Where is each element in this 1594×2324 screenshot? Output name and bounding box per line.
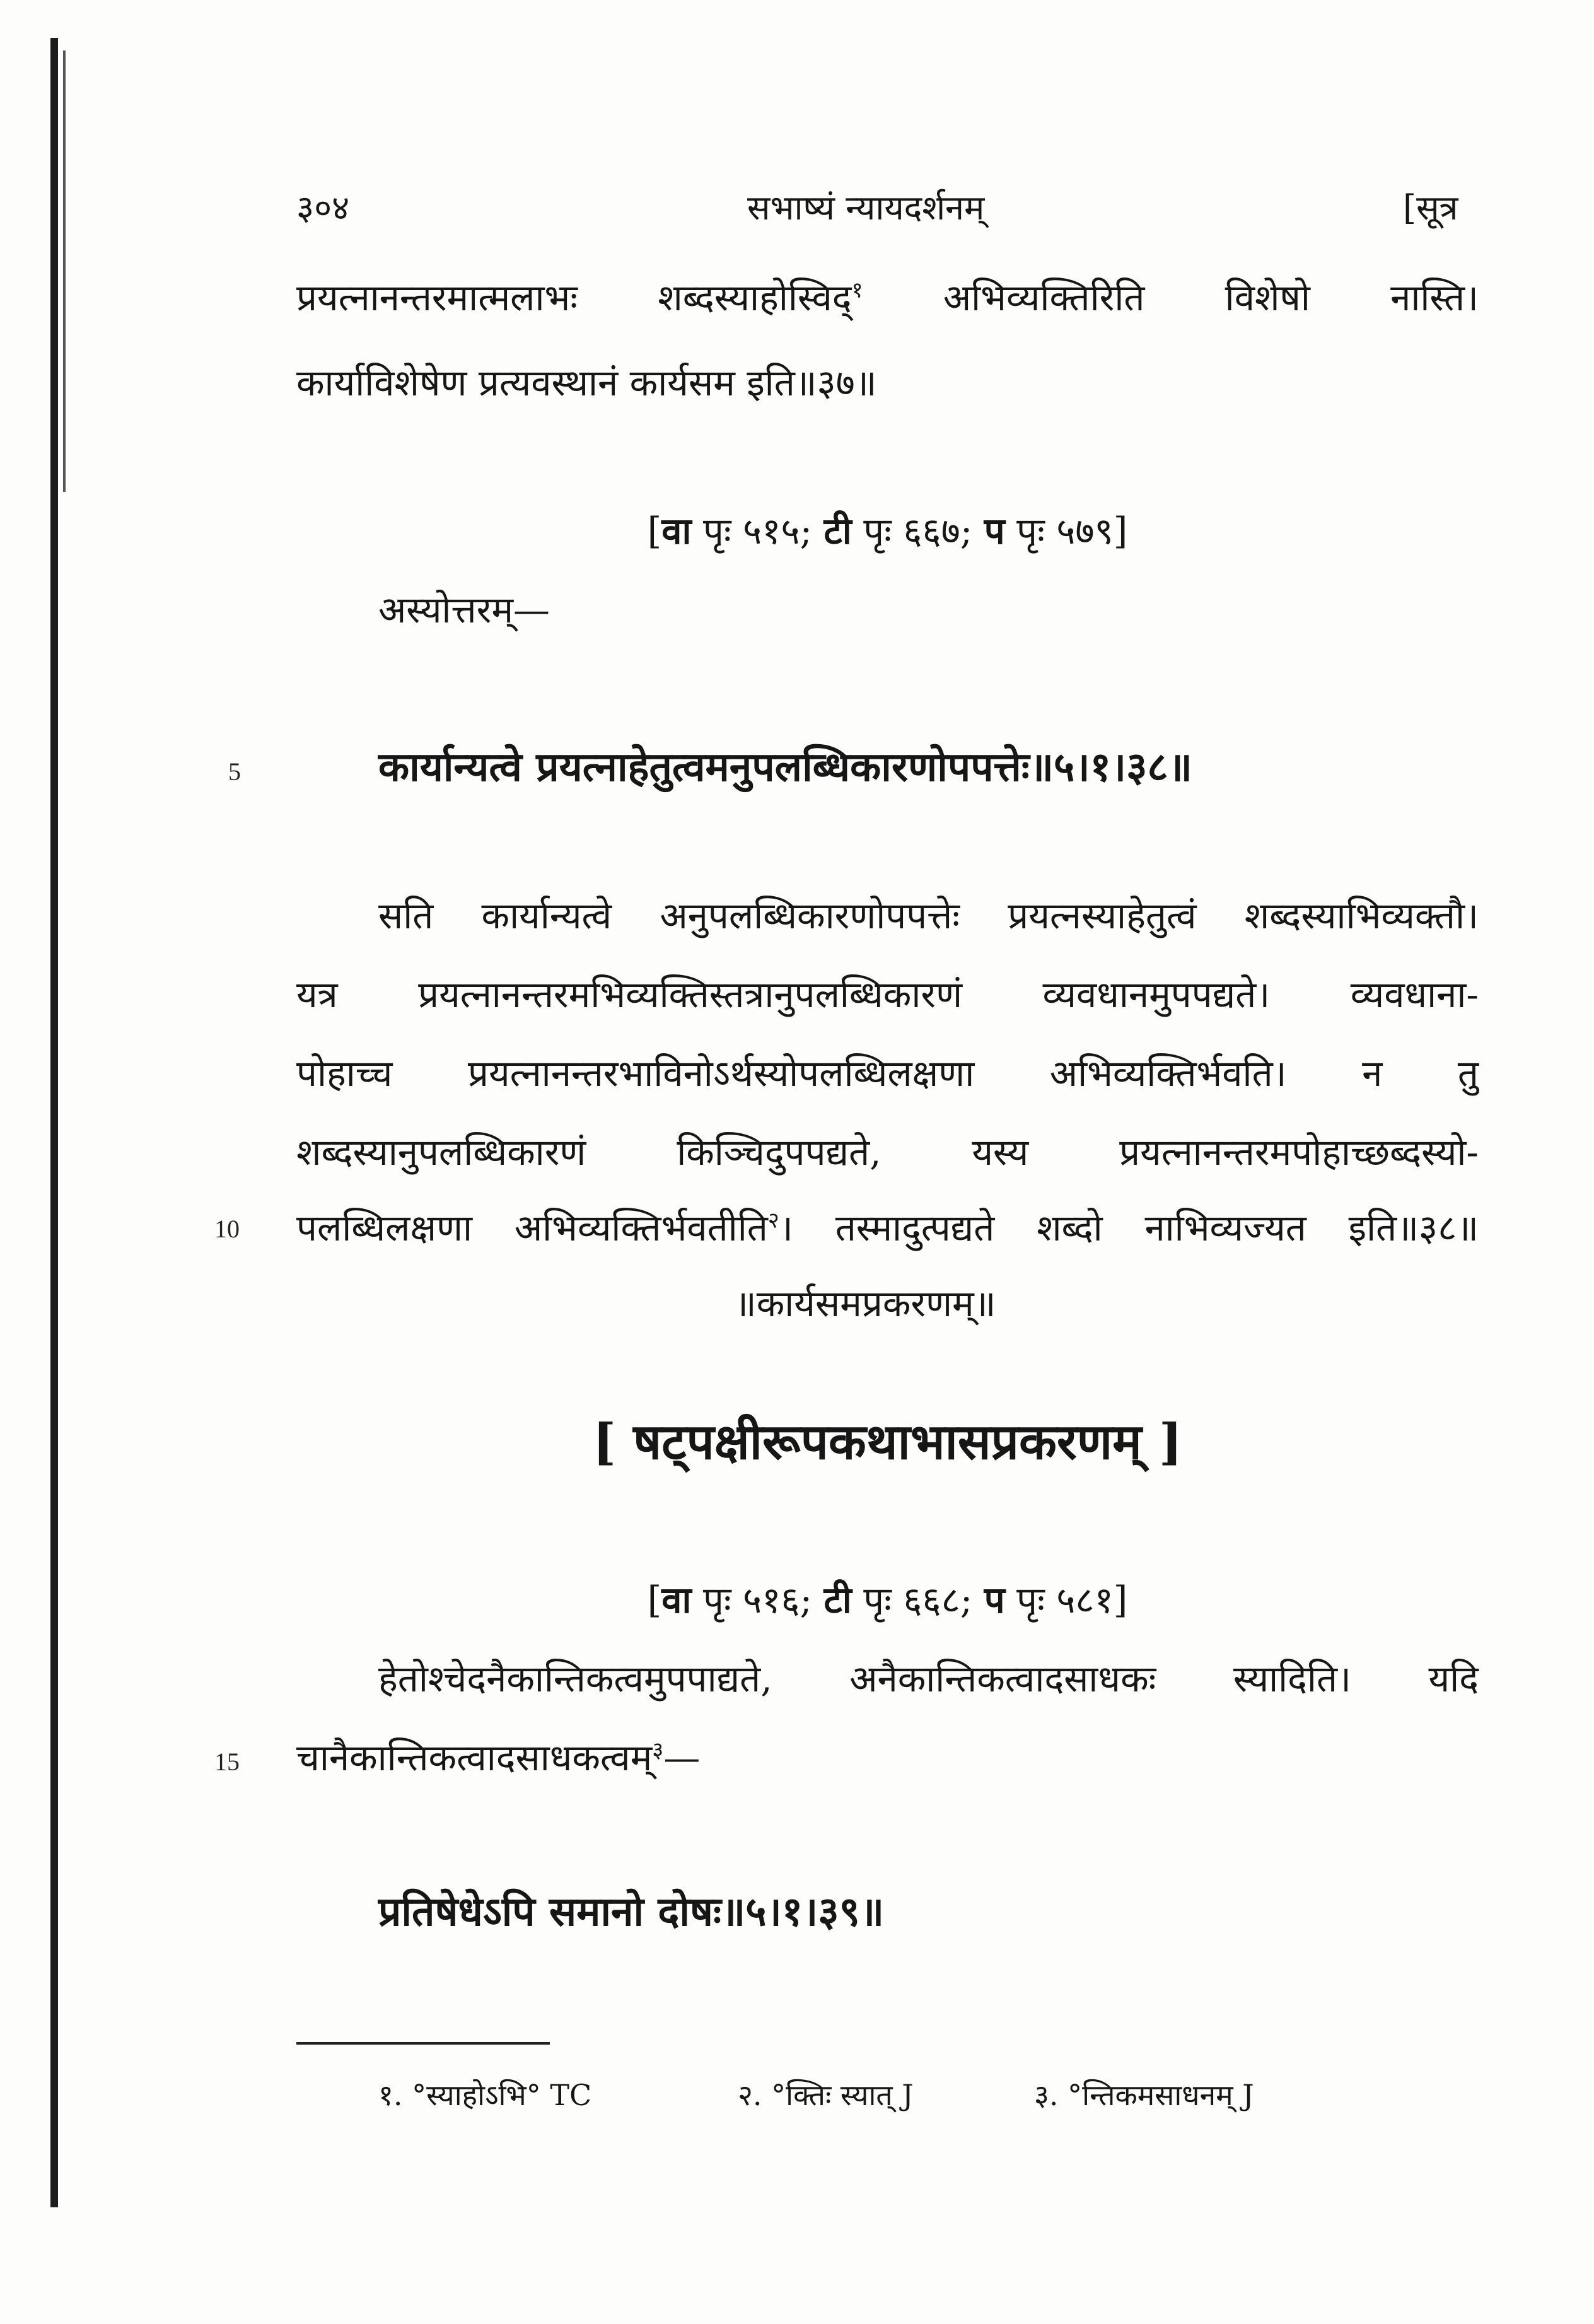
footnote-marker: २: [767, 1208, 779, 1234]
paragraph-line: शब्दस्यानुपलब्धिकारणं किञ्चिदुपपद्यते, यस्य प्रयत्नानन्तरमपोहाच्छब्दस्यो-: [296, 1131, 1479, 1174]
paragraph-line: कार्याविशेषेण प्रत्यवस्थानं कार्यसम इति॥३७॥: [296, 361, 877, 404]
paragraph-line: चानैकान्तिकत्वादसाधकत्वम्$^३$—: [296, 1736, 701, 1779]
paragraph-line: हेतोश्चेदनैकान्तिकत्वमुपपाद्यते, अनैकान्तिकत्वादसाधकः स्यादिति। यदि: [378, 1657, 1479, 1700]
footnote-1: १. °स्याहोऽभि° TC: [378, 2078, 592, 2112]
paragraph-line: प्रयत्नानन्तरमात्मलाभः शब्दस्याहोस्विद्$^१$ अभिव्यक्तिरिति विशेषो नास्ति।: [296, 276, 1479, 319]
binding-edge: [50, 38, 58, 2207]
running-title: सभाष्यं न्यायदर्शनम्: [747, 188, 985, 228]
asyottaram-text: अस्योत्तरम्—: [378, 588, 550, 631]
line-number: 15: [214, 1748, 240, 1776]
footnote-marker: १: [851, 277, 863, 303]
prakarana-end: ॥कार्यसमप्रकरणम्॥: [735, 1282, 996, 1325]
line-number: 10: [214, 1215, 240, 1243]
reference-line: [वा पृः ५१६; टी पृः ६६८; प पृः ५८१]: [647, 1579, 1128, 1621]
paragraph-line: सति कार्यान्यत्वे अनुपलब्धिकारणोपपत्तेः प्रयत्नस्याहेतुत्वं शब्दस्याभिव्यक्तौ।: [378, 894, 1479, 937]
reference-line: [वा पृः ५१५; टी पृः ६६७; प पृः ५७९]: [647, 510, 1128, 552]
page-number: ३०४: [296, 188, 350, 228]
paragraph-line: पोहाच्च प्रयत्नानन्तरभाविनोऽर्थस्योपलब्धिलक्षणा अभिव्यक्तिर्भवति। न तु: [296, 1052, 1479, 1095]
line-number: 5: [228, 757, 241, 786]
sutra-38: कार्यान्यत्वे प्रयत्नाहेतुत्वमनुपलब्धिकारणोपपत्तेः॥५।१।३८॥: [378, 744, 1193, 791]
paragraph-line: यत्र प्रयत्नानन्तरमभिव्यक्तिस्तत्रानुपलब्धिकारणं व्यवधानमुपपद्यते। व्यवधाना-: [296, 973, 1479, 1016]
footnote-2: २. °क्तिः स्यात् J: [738, 2078, 914, 2112]
footnote-3: ३. °न्तिकमसाधनम् J: [1034, 2078, 1254, 2112]
binding-edge-inner: [63, 50, 66, 492]
section-title: [ षट्पक्षीरूपकथाभासप्रकरणम् ]: [593, 1413, 1182, 1471]
section-marker: [सूत्र: [1403, 188, 1458, 228]
sutra-39: प्रतिषेधेऽपि समानो दोषः॥५।१।३९॥: [378, 1888, 885, 1936]
footnote-rule: [296, 2042, 550, 2045]
footnote-marker: ३: [652, 1737, 664, 1763]
paragraph-line: पलब्धिलक्षणा अभिव्यक्तिर्भवतीति$^२$। तस्मादुत्पद्यते शब्दो नाभिव्यज्यत इति॥३८॥: [296, 1206, 1479, 1249]
